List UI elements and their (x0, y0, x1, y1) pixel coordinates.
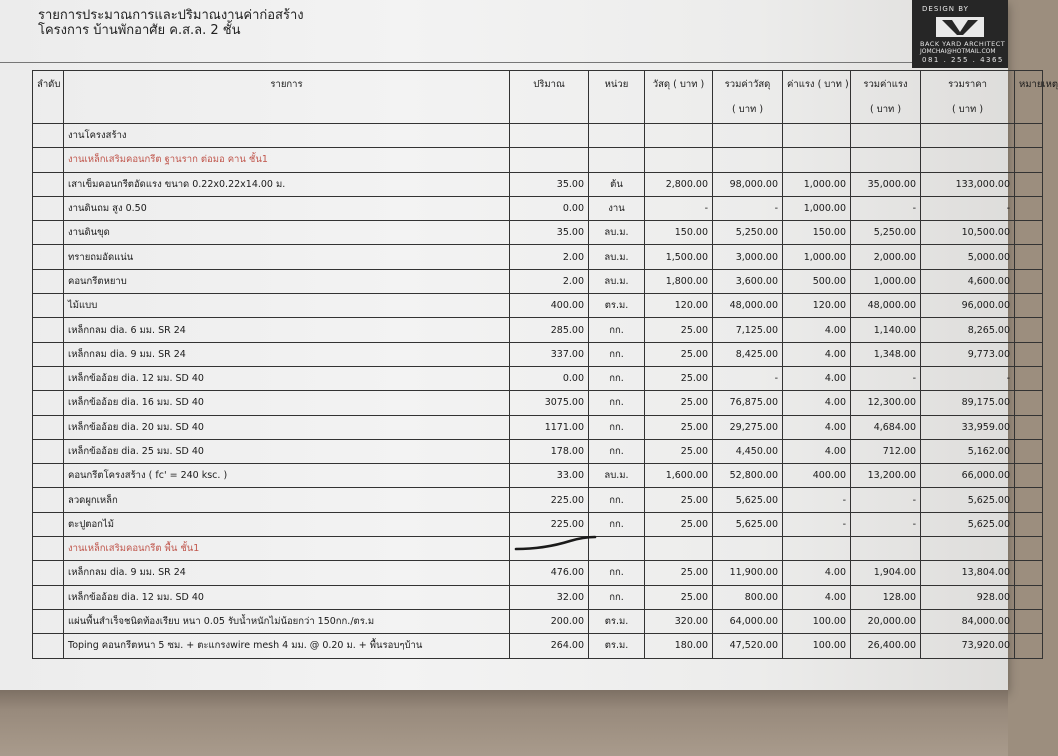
cell-material-price: 2,800.00 (645, 172, 713, 196)
cell-no (33, 366, 64, 390)
cell-unit: กก. (589, 342, 645, 366)
header-divider (0, 62, 1008, 63)
cell-material-price: 25.00 (645, 488, 713, 512)
col-header-unit: หน่วย (589, 71, 645, 124)
cell-item: เหล็กกลม dia. 9 มม. SR 24 (64, 342, 510, 366)
cell-labor-price (783, 537, 851, 561)
cell-labor-total (851, 148, 921, 172)
cell-item: ตะปูตอกไม้ (64, 512, 510, 536)
cell-grand-total: - (921, 366, 1015, 390)
section-row (33, 148, 1043, 172)
cell-material-price: 25.00 (645, 439, 713, 463)
cell-note (1015, 148, 1043, 172)
cell-item: งานดินขุด (64, 221, 510, 245)
cell-material-total: 4,450.00 (713, 439, 783, 463)
cell-material-price: 25.00 (645, 415, 713, 439)
cell-labor-total: - (851, 366, 921, 390)
cell-material-price (645, 124, 713, 148)
cell-material-price: 320.00 (645, 609, 713, 633)
cell-unit: ตร.ม. (589, 609, 645, 633)
cell-labor-total: - (851, 488, 921, 512)
project-title: โครงการ บ้านพักอาศัย ค.ส.ล. 2 ชั้น (38, 23, 241, 38)
cell-labor-total: 128.00 (851, 585, 921, 609)
cell-material-total: 52,800.00 (713, 464, 783, 488)
cell-qty: 35.00 (510, 221, 589, 245)
cell-material-total: 800.00 (713, 585, 783, 609)
cell-grand-total: 928.00 (921, 585, 1015, 609)
cell-labor-total: 712.00 (851, 439, 921, 463)
cell-grand-total (921, 148, 1015, 172)
cell-qty: 0.00 (510, 366, 589, 390)
cell-item: ทรายถมอัดแน่น (64, 245, 510, 269)
cell-labor-total: 13,200.00 (851, 464, 921, 488)
cell-material-price: 25.00 (645, 512, 713, 536)
cell-material-price: 1,800.00 (645, 269, 713, 293)
table-row (33, 318, 1043, 342)
cell-unit: กก. (589, 318, 645, 342)
cell-qty: 400.00 (510, 294, 589, 318)
cell-material-total: 48,000.00 (713, 294, 783, 318)
cell-labor-total: 1,348.00 (851, 342, 921, 366)
cell-labor-price: 150.00 (783, 221, 851, 245)
cell-material-total: - (713, 196, 783, 220)
cell-unit: กก. (589, 561, 645, 585)
cell-material-price: 25.00 (645, 391, 713, 415)
cell-note (1015, 488, 1043, 512)
cell-material-total: 7,125.00 (713, 318, 783, 342)
cell-material-price: 25.00 (645, 561, 713, 585)
cell-item: คอนกรีตหยาบ (64, 269, 510, 293)
table-row (33, 415, 1043, 439)
cell-labor-price: 100.00 (783, 634, 851, 658)
cell-grand-total: 73,920.00 (921, 634, 1015, 658)
cell-unit: ลบ.ม. (589, 464, 645, 488)
cell-qty: 3075.00 (510, 391, 589, 415)
cell-item: เหล็กกลม dia. 6 มม. SR 24 (64, 318, 510, 342)
cell-note (1015, 561, 1043, 585)
cell-material-price (645, 537, 713, 561)
cell-material-total (713, 148, 783, 172)
cell-material-total: 5,250.00 (713, 221, 783, 245)
cell-labor-total (851, 537, 921, 561)
document-title: รายการประมาณการและปริมาณงานค่าก่อสร้าง (38, 8, 304, 23)
cell-item: เสาเข็มคอนกรีตอัดแรง ขนาด 0.22x0.22x14.00 ม. (64, 172, 510, 196)
cell-no (33, 415, 64, 439)
cell-qty: 476.00 (510, 561, 589, 585)
cell-grand-total: 5,162.00 (921, 439, 1015, 463)
cell-grand-total: 8,265.00 (921, 318, 1015, 342)
cell-qty: 264.00 (510, 634, 589, 658)
cell-grand-total: - (921, 196, 1015, 220)
cell-material-total: 3,000.00 (713, 245, 783, 269)
cell-item: ไม้แบบ (64, 294, 510, 318)
cell-material-price: 25.00 (645, 585, 713, 609)
table-row (33, 196, 1043, 220)
cell-labor-price: - (783, 488, 851, 512)
cell-unit: ลบ.ม. (589, 221, 645, 245)
cell-qty: 32.00 (510, 585, 589, 609)
cell-qty: 2.00 (510, 269, 589, 293)
cell-material-total: 29,275.00 (713, 415, 783, 439)
logo-design-by: DESIGN BY (922, 5, 969, 13)
table-row (33, 561, 1043, 585)
cell-labor-price: 4.00 (783, 318, 851, 342)
cell-no (33, 342, 64, 366)
cell-grand-total: 4,600.00 (921, 269, 1015, 293)
cell-labor-price: 100.00 (783, 609, 851, 633)
table-row (33, 634, 1043, 658)
cell-unit: ตร.ม. (589, 634, 645, 658)
cell-no (33, 148, 64, 172)
cell-unit: ตร.ม. (589, 294, 645, 318)
cell-labor-total (851, 124, 921, 148)
cell-note (1015, 245, 1043, 269)
cell-no (33, 269, 64, 293)
cell-material-price (645, 148, 713, 172)
cell-note (1015, 172, 1043, 196)
cell-material-total: - (713, 366, 783, 390)
cell-item: ลวดผูกเหล็ก (64, 488, 510, 512)
cell-note (1015, 124, 1043, 148)
cell-no (33, 464, 64, 488)
cell-unit: กก. (589, 415, 645, 439)
cell-labor-total: - (851, 512, 921, 536)
cell-labor-total: 1,904.00 (851, 561, 921, 585)
cell-material-price: 120.00 (645, 294, 713, 318)
cell-grand-total: 133,000.00 (921, 172, 1015, 196)
cell-no (33, 245, 64, 269)
cell-item: งานเหล็กเสริมคอนกรีต พื้น ชั้น1 (64, 537, 510, 561)
table-row (33, 512, 1043, 536)
cell-material-price: 180.00 (645, 634, 713, 658)
table-row (33, 488, 1043, 512)
cell-grand-total: 89,175.00 (921, 391, 1015, 415)
cell-material-total: 3,600.00 (713, 269, 783, 293)
cell-material-total: 11,900.00 (713, 561, 783, 585)
cell-labor-total: 48,000.00 (851, 294, 921, 318)
cell-material-price: 150.00 (645, 221, 713, 245)
cell-no (33, 439, 64, 463)
cell-item: แผ่นพื้นสำเร็จชนิดท้องเรียบ หนา 0.05 รับน้ำหนักไม่น้อยกว่า 150กก./ตร.ม (64, 609, 510, 633)
cell-item: เหล็กข้ออ้อย dia. 25 มม. SD 40 (64, 439, 510, 463)
cell-material-price: - (645, 196, 713, 220)
cell-unit: งาน (589, 196, 645, 220)
cell-labor-total: 1,000.00 (851, 269, 921, 293)
cell-material-price: 25.00 (645, 342, 713, 366)
cell-item: เหล็กกลม dia. 9 มม. SR 24 (64, 561, 510, 585)
cell-note (1015, 318, 1043, 342)
cell-labor-price (783, 124, 851, 148)
cell-material-total: 98,000.00 (713, 172, 783, 196)
cell-labor-price: 4.00 (783, 439, 851, 463)
cell-labor-price: - (783, 512, 851, 536)
cell-grand-total (921, 537, 1015, 561)
architect-logo (912, 0, 1008, 68)
cell-qty: 337.00 (510, 342, 589, 366)
cell-grand-total: 10,500.00 (921, 221, 1015, 245)
cell-item: เหล็กข้ออ้อย dia. 20 มม. SD 40 (64, 415, 510, 439)
table-row (33, 172, 1043, 196)
cell-grand-total: 9,773.00 (921, 342, 1015, 366)
logo-email: JOMCHAI@HOTMAIL.COM (920, 48, 996, 55)
cell-material-total: 76,875.00 (713, 391, 783, 415)
cell-note (1015, 609, 1043, 633)
cell-grand-total: 96,000.00 (921, 294, 1015, 318)
cell-note (1015, 342, 1043, 366)
cell-no (33, 318, 64, 342)
cell-labor-price: 4.00 (783, 391, 851, 415)
table-row (33, 294, 1043, 318)
cell-qty: 35.00 (510, 172, 589, 196)
cell-labor-price: 4.00 (783, 366, 851, 390)
cell-material-total: 5,625.00 (713, 512, 783, 536)
col-header-note: หมายเหตุ (1015, 71, 1043, 124)
cell-note (1015, 415, 1043, 439)
table-row (33, 366, 1043, 390)
col-header-material-total: รวมค่าวัสดุ ( บาท ) (713, 71, 783, 124)
cell-unit: กก. (589, 585, 645, 609)
table-row (33, 245, 1043, 269)
cell-labor-total: 5,250.00 (851, 221, 921, 245)
cell-qty (510, 148, 589, 172)
cell-material-total: 64,000.00 (713, 609, 783, 633)
cell-unit: กก. (589, 488, 645, 512)
logo-phone: 081 . 255 . 4365 (922, 56, 1004, 64)
cell-qty: 200.00 (510, 609, 589, 633)
cell-labor-total: 12,300.00 (851, 391, 921, 415)
table-row (33, 464, 1043, 488)
group-row (33, 124, 1043, 148)
cell-item: งานเหล็กเสริมคอนกรีต ฐานราก ต่อมอ คาน ชั้น1 (64, 148, 510, 172)
cell-labor-price: 1,000.00 (783, 172, 851, 196)
table-row (33, 439, 1043, 463)
cell-grand-total: 33,959.00 (921, 415, 1015, 439)
cell-qty: 225.00 (510, 488, 589, 512)
cell-labor-price: 4.00 (783, 415, 851, 439)
pen-stroke-mark (514, 534, 598, 554)
cell-qty: 1171.00 (510, 415, 589, 439)
cell-no (33, 221, 64, 245)
cell-no (33, 585, 64, 609)
boq-table (32, 70, 1058, 659)
col-header-material-price: วัสดุ ( บาท ) (645, 71, 713, 124)
cell-unit: กก. (589, 366, 645, 390)
cell-note (1015, 439, 1043, 463)
col-header-labor-price: ค่าแรง ( บาท ) (783, 71, 851, 124)
paper-shadow (0, 690, 1008, 756)
cell-item: Toping คอนกรีตหนา 5 ซม. + ตะแกรงwire mesh 4 มม. @ 0.20 ม. + พื้นรอบๆบ้าน (64, 634, 510, 658)
cell-grand-total: 84,000.00 (921, 609, 1015, 633)
cell-labor-price: 1,000.00 (783, 196, 851, 220)
cell-unit: ต้น (589, 172, 645, 196)
cell-material-price: 25.00 (645, 318, 713, 342)
table-row (33, 585, 1043, 609)
cell-qty (510, 124, 589, 148)
cell-note (1015, 537, 1043, 561)
cell-note (1015, 294, 1043, 318)
cell-note (1015, 464, 1043, 488)
cell-labor-price: 500.00 (783, 269, 851, 293)
cell-no (33, 391, 64, 415)
cell-material-price: 1,600.00 (645, 464, 713, 488)
cell-grand-total: 5,625.00 (921, 512, 1015, 536)
cell-qty: 0.00 (510, 196, 589, 220)
cell-item: เหล็กข้ออ้อย dia. 12 มม. SD 40 (64, 366, 510, 390)
cell-no (33, 294, 64, 318)
cell-unit: ลบ.ม. (589, 269, 645, 293)
cell-item: งานโครงสร้าง (64, 124, 510, 148)
table-header-row (33, 71, 1043, 124)
cell-unit: ลบ.ม. (589, 245, 645, 269)
cell-grand-total: 5,625.00 (921, 488, 1015, 512)
cell-no (33, 634, 64, 658)
table-row (33, 391, 1043, 415)
cell-unit: กก. (589, 512, 645, 536)
cell-no (33, 537, 64, 561)
cell-labor-price: 400.00 (783, 464, 851, 488)
cell-grand-total: 13,804.00 (921, 561, 1015, 585)
cell-material-total: 5,625.00 (713, 488, 783, 512)
logo-studio-name: BACK YARD ARCHITECT (920, 40, 1006, 48)
cell-item: เหล็กข้ออ้อย dia. 12 มม. SD 40 (64, 585, 510, 609)
cell-material-total: 47,520.00 (713, 634, 783, 658)
cell-no (33, 488, 64, 512)
cell-qty: 285.00 (510, 318, 589, 342)
cell-qty: 2.00 (510, 245, 589, 269)
cell-item: เหล็กข้ออ้อย dia. 16 มม. SD 40 (64, 391, 510, 415)
cell-unit: กก. (589, 439, 645, 463)
cell-labor-total: 1,140.00 (851, 318, 921, 342)
cell-no (33, 196, 64, 220)
cell-unit (589, 124, 645, 148)
cell-labor-total: 4,684.00 (851, 415, 921, 439)
cell-labor-total: 26,400.00 (851, 634, 921, 658)
cell-labor-total: - (851, 196, 921, 220)
table-row (33, 342, 1043, 366)
col-header-grand-total: รวมราคา ( บาท ) (921, 71, 1015, 124)
cell-labor-price: 120.00 (783, 294, 851, 318)
cell-note (1015, 269, 1043, 293)
cell-no (33, 512, 64, 536)
cell-labor-price: 4.00 (783, 585, 851, 609)
cell-grand-total (921, 124, 1015, 148)
table-body (33, 124, 1043, 659)
table-row (33, 609, 1043, 633)
cell-labor-total: 20,000.00 (851, 609, 921, 633)
cell-unit (589, 148, 645, 172)
logo-mark-icon (936, 17, 984, 37)
table-row (33, 221, 1043, 245)
cell-qty: 225.00 (510, 512, 589, 536)
cell-note (1015, 585, 1043, 609)
col-header-qty: ปริมาณ (510, 71, 589, 124)
cell-unit: กก. (589, 391, 645, 415)
cell-material-price: 1,500.00 (645, 245, 713, 269)
cell-labor-total: 2,000.00 (851, 245, 921, 269)
cell-note (1015, 391, 1043, 415)
cell-no (33, 609, 64, 633)
col-header-labor-total: รวมค่าแรง ( บาท ) (851, 71, 921, 124)
cell-note (1015, 196, 1043, 220)
cell-no (33, 124, 64, 148)
cell-qty: 178.00 (510, 439, 589, 463)
cell-material-total (713, 124, 783, 148)
cell-grand-total: 5,000.00 (921, 245, 1015, 269)
col-header-item: รายการ (64, 71, 510, 124)
cell-item: คอนกรีตโครงสร้าง ( fc' = 240 ksc. ) (64, 464, 510, 488)
cell-note (1015, 221, 1043, 245)
cell-material-price: 25.00 (645, 366, 713, 390)
cell-note (1015, 366, 1043, 390)
cell-material-total (713, 537, 783, 561)
cell-labor-price: 4.00 (783, 561, 851, 585)
cell-qty: 33.00 (510, 464, 589, 488)
cell-labor-price (783, 148, 851, 172)
cell-no (33, 172, 64, 196)
cell-note (1015, 634, 1043, 658)
cell-item: งานดินถม สูง 0.50 (64, 196, 510, 220)
cell-note (1015, 512, 1043, 536)
table-row (33, 269, 1043, 293)
cell-grand-total: 66,000.00 (921, 464, 1015, 488)
cell-material-total: 8,425.00 (713, 342, 783, 366)
col-header-no: ลำดับ (33, 71, 64, 124)
cell-no (33, 561, 64, 585)
cell-labor-price: 4.00 (783, 342, 851, 366)
cell-labor-price: 1,000.00 (783, 245, 851, 269)
cell-labor-total: 35,000.00 (851, 172, 921, 196)
